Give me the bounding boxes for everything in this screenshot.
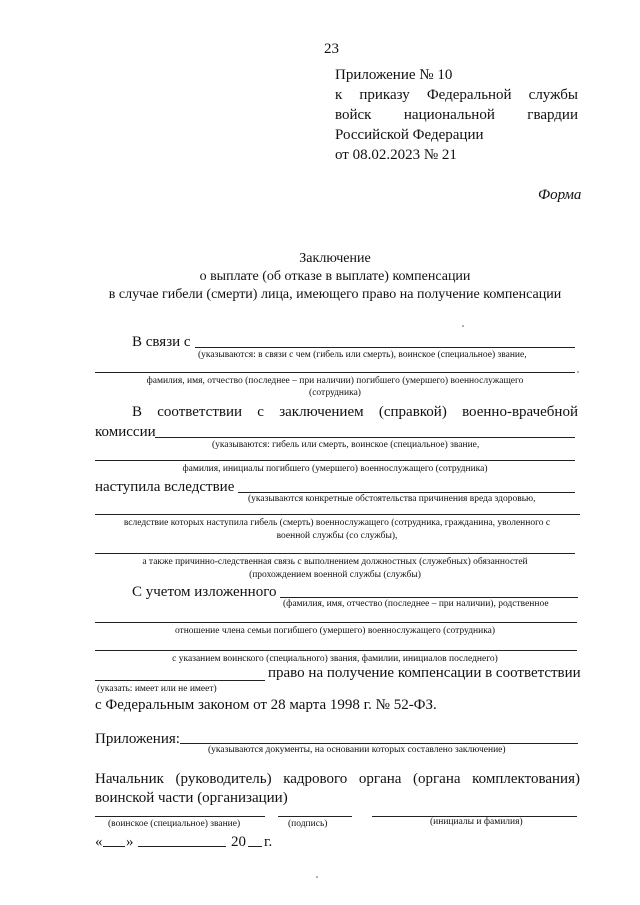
section2-line-1 bbox=[132, 403, 578, 421]
section3-blank-2[interactable] bbox=[95, 622, 577, 623]
section2-hint-5: военной службы (со службы), bbox=[276, 531, 398, 541]
title-line-3: в случае гибели (смерти) лица, имеющего право на получение компенсации bbox=[108, 287, 562, 302]
section2-blank-1[interactable] bbox=[155, 437, 575, 438]
section2-blank-5[interactable] bbox=[95, 553, 575, 554]
section1-blank-1[interactable] bbox=[195, 347, 575, 348]
word: гвардии bbox=[527, 107, 578, 123]
word: (справкой) bbox=[378, 404, 447, 420]
section2-hint-2: фамилия, инициалы погибшего (умершего) военнослужащего (сотрудника) bbox=[182, 464, 488, 474]
date-open-quote: « bbox=[95, 834, 103, 850]
word: национальной bbox=[403, 107, 495, 123]
word: В bbox=[132, 404, 143, 420]
scan-speck bbox=[577, 371, 579, 373]
hint-rank: (воинское (специальное) звание) bbox=[108, 819, 241, 829]
section2-lead-3: наступила вследствие bbox=[95, 479, 235, 495]
section2-hint-3: (указываются конкретные обстоятельства причинения вреда здоровью, bbox=[248, 494, 536, 504]
word: службы bbox=[528, 87, 578, 103]
section2-hint-4: вследствие которых наступила гибель (смерть) военнослужащего (сотрудника, гражданина, уволенного с bbox=[123, 518, 551, 528]
word: органа bbox=[358, 771, 402, 787]
attachments-hint: (указываются документы, на основании которых составлено заключение) bbox=[208, 745, 506, 755]
section2-blank-3[interactable] bbox=[238, 492, 575, 493]
word: комплектования) bbox=[472, 771, 580, 787]
word: (органа bbox=[413, 771, 461, 787]
hint-signature: (подпись) bbox=[288, 819, 328, 829]
section3-hint-4: (указать: имеет или не имеет) bbox=[97, 684, 217, 694]
word: к bbox=[335, 87, 343, 103]
word: приказу bbox=[359, 87, 410, 103]
rank-blank[interactable] bbox=[95, 816, 265, 817]
section2-blank-2[interactable] bbox=[95, 460, 575, 461]
section3-lead: С учетом изложенного bbox=[132, 584, 277, 600]
section2-hint-7: (прохождением военной службы (службы) bbox=[249, 570, 421, 580]
section3-hint-1: (фамилия, имя, отчество (последнее – при наличии), родственное bbox=[283, 599, 549, 609]
section1-lead: В связи с bbox=[132, 334, 191, 350]
appendix-line-1: Приложение № 10 bbox=[335, 67, 453, 83]
section3-hint-2: отношение члена семьи погибшего (умершего) военнослужащего (сотрудника) bbox=[174, 626, 496, 636]
date-year-prefix: 20 bbox=[231, 834, 246, 850]
word: заключением bbox=[279, 404, 364, 420]
title-line-2: о выплате (об отказе в выплате) компенсации bbox=[199, 269, 471, 284]
section3-blank-1[interactable] bbox=[280, 597, 578, 598]
date-close-quote: » bbox=[126, 834, 134, 850]
section1-hint-3: (сотрудника) bbox=[309, 388, 361, 398]
date-year-suffix: г. bbox=[264, 834, 273, 850]
section3-right-text: право на получение компенсации в соответствии bbox=[268, 665, 581, 681]
section2-lead-2: комиссии bbox=[95, 424, 156, 440]
signature-head-line-1 bbox=[95, 770, 580, 788]
signature-head-line-2: воинской части (организации) bbox=[95, 790, 288, 806]
word: соответствии bbox=[157, 404, 243, 420]
section2-hint-6: а также причинно-следственная связь с выполнением должностных (служебных) обязанностей bbox=[142, 557, 528, 567]
attachments-blank[interactable] bbox=[180, 743, 578, 744]
word: войск bbox=[335, 107, 372, 123]
attachments-lead: Приложения: bbox=[95, 731, 180, 747]
title-line-1: Заключение bbox=[299, 251, 371, 266]
word: с bbox=[257, 404, 264, 420]
word: кадрового bbox=[283, 771, 348, 787]
scan-speck bbox=[462, 325, 464, 327]
section2-hint-1: (указываются: гибель или смерть, воинское (специальное) звание, bbox=[212, 440, 480, 450]
section1-hint-1: (указываются: в связи с чем (гибель или смерть), воинское (специальное) звание, bbox=[198, 350, 527, 360]
word: (руководитель) bbox=[175, 771, 272, 787]
section3-hint-3: с указанием воинского (специального) звания, фамилии, инициалов последнего) bbox=[172, 654, 498, 664]
date-year-blank[interactable] bbox=[248, 846, 262, 847]
word: военно-врачебной bbox=[462, 404, 578, 420]
section1-blank-2[interactable] bbox=[95, 372, 575, 373]
page-number: 23 bbox=[324, 41, 339, 57]
word: Начальник bbox=[95, 771, 164, 787]
scan-speck bbox=[316, 876, 318, 878]
section2-blank-4[interactable] bbox=[95, 514, 580, 515]
section3-blank-3[interactable] bbox=[95, 650, 577, 651]
section1-hint-2: фамилия, имя, отчество (последнее – при наличии) погибшего (умершего) военнослужащего bbox=[146, 376, 524, 386]
section3-law: с Федеральным законом от 28 марта 1998 г. № 52-ФЗ. bbox=[95, 697, 437, 713]
date-month-blank[interactable] bbox=[138, 846, 226, 847]
appendix-line-4: Российской Федерации bbox=[335, 127, 484, 143]
hint-name: (инициалы и фамилия) bbox=[430, 817, 523, 827]
date-day-blank[interactable] bbox=[103, 846, 125, 847]
form-label: Форма bbox=[538, 187, 582, 203]
signature-blank[interactable] bbox=[278, 816, 352, 817]
appendix-line-3 bbox=[335, 106, 578, 124]
section3-blank-4[interactable] bbox=[95, 680, 265, 681]
appendix-line-2 bbox=[335, 86, 578, 104]
word: Федеральной bbox=[426, 87, 512, 103]
appendix-line-5: от 08.02.2023 № 21 bbox=[335, 147, 457, 163]
